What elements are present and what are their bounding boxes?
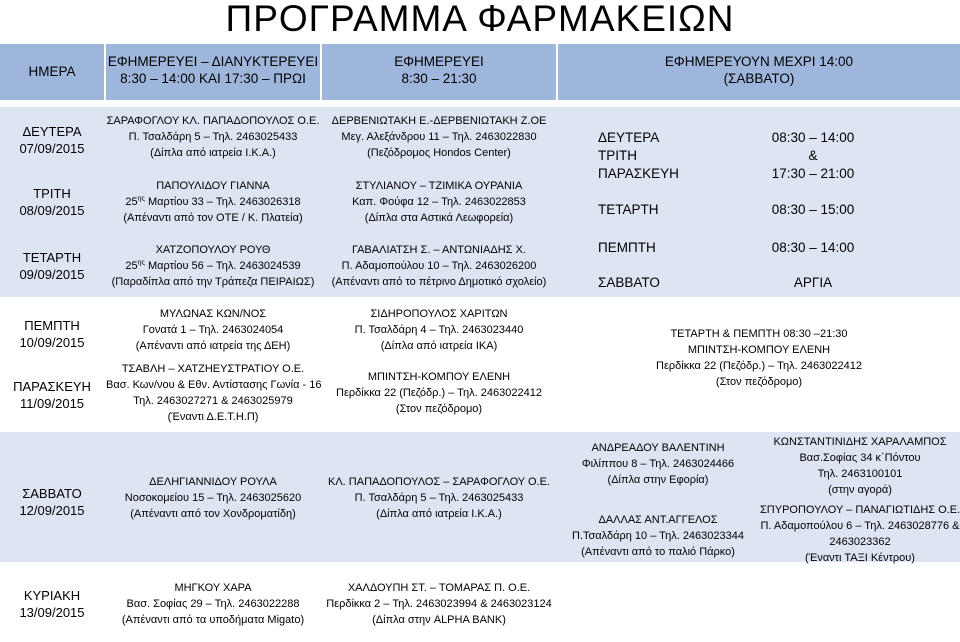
thu-fri-extra: ΤΕΤΑΡΤΗ & ΠΕΜΠΤΗ 08:30 –21:30 ΜΠΙΝΤΣΗ-ΚΟΜΠΟΥ ΕΛΕΝΗ Περδίκκα 22 (Πεζόδρ.) – Τηλ. 2463022412 (Στον πεζόδρομο): [656, 328, 862, 388]
night-sat: ΔΕΛΗΓΙΑΝΝΙΔΟΥ ΡΟΥΛΑ Νοσοκομείου 15 – Τηλ. 2463025620 (Απέναντι από τον Χονδροματίδη): [124, 476, 302, 520]
night-fri: ΤΣΑΒΛΗ – ΧΑΤΖΗΕΥΣΤΡΑΤΙΟΥ Ο.Ε. Βασ. Κων/νου & Εθν. Αντίστασης Γωνία - 16 Τηλ. 2463027271 & 2463025979 (Έναντι Δ.Ε.Τ.Η.Π): [106, 363, 322, 423]
saturday-pharmacy-a: ΑΝΔΡΕΑΔΟΥ ΒΑΛΕΝΤΙΝΗ Φιλίππου 8 – Τηλ. 2463024466 (Δίπλα στην Εφορία): [581, 442, 735, 486]
schedule-sat-label: ΣΑΒΒΑΤΟ: [598, 275, 660, 290]
header-day: ΗΜΕΡΑ: [28, 64, 76, 79]
night-tue: ΠΑΠΟΥΛΙΔΟΥ ΓΙΑΝΝΑ $25^{\eta\varsigma}$ Μαρτίου 33 – Τηλ. 2463026318 (Απέναντι από τον ΟΤΕ / Κ. Πλατεία): [123, 180, 303, 224]
page-title: ΠΡΟΓΡΑΜΜΑ ΦΑΡΜΑΚΕΙΩΝ: [225, 0, 735, 39]
day-sat: ΣΑΒΒΑΤΟ 12/09/2015: [19, 486, 85, 518]
saturday-pharmacy-b: ΔΑΛΛΑΣ ΑΝΤ.ΑΓΓΕΛΟΣ Π.Τσαλδάρη 10 – Τηλ. 2463023344 (Απέναντι από το παλιό Πάρκο): [572, 514, 744, 558]
schedule-time-wed: 08:30 – 15:00: [771, 202, 855, 217]
dayduty-sat: ΚΛ. ΠΑΠΑΔΟΠΟΥΛΟΣ – ΣΑΡΑΦΟΓΛΟΥ Ο.Ε. Π. Τσαλδάρη 5 – Τηλ. 2463025433 (Δίπλα από ιατρεία Ι.Κ.Α.): [328, 476, 550, 520]
night-sun: ΜΗΓΚΟΥ ΧΑΡΑ Βασ. Σοφίας 29 – Τηλ. 2463022288 (Απέναντι από τα υποδήματα Migato): [121, 582, 305, 626]
schedule-wed-label: ΤΕΤΑΡΤΗ: [598, 202, 659, 217]
header-night-line2: 8:30 – 14:00 ΚΑΙ 17:30 – ΠΡΩΙ: [120, 71, 306, 86]
header-dayduty-line2: 8:30 – 21:30: [401, 71, 477, 86]
schedule-time-a: 08:30 – 14:00: [771, 130, 855, 145]
dayduty-mon: ΔΕΡΒΕΝΙΩΤΑΚΗ Ε.-ΔΕΡΒΕΝΙΩΤΑΚΗ Ζ.ΟΕ Μεγ. Αλεξάνδρου 11 – Τηλ. 2463022830 (Πεζόδρομος Hondos Center): [331, 115, 547, 159]
day-mon: ΔΕΥΤΕΡΑ 07/09/2015: [19, 124, 85, 156]
night-thu: ΜΥΛΩΝΑΣ ΚΩΝ/ΝΟΣ Γονατά 1 – Τηλ. 2463024054 (Απέναντι από ιατρεία της ΔΕΗ): [135, 308, 291, 352]
header-dayduty-line1: ΕΦΗΜΕΡΕΥΕΙ: [394, 54, 484, 69]
day-sun: ΚΥΡΙΑΚΗ 13/09/2015: [19, 588, 85, 620]
saturday-pharmacy-d: ΣΠΥΡΟΠΟΥΛΟΥ – ΠΑΝΑΓΙΩΤΙΔΗΣ Ο.Ε. Π. Αδαμοπούλου 6 – Τηλ. 2463028776 & 2463023362 (Έναντι ΤΑΞΙ Κέντρου): [760, 504, 960, 564]
night-wed: ΧΑΤΖΟΠΟΥΛΟΥ ΡΟΥΘ $25^{\eta\varsigma}$ Μαρτίου 56 – Τηλ. 2463024539 (Παραδίπλα από την Τράπεζα ΠΕΙΡΑΙΩΣ): [111, 244, 315, 288]
schedule-mon-label: ΔΕΥΤΕΡΑ: [598, 130, 660, 145]
saturday-pharmacy-c: ΚΩΝΣΤΑΝΤΙΝΙΔΗΣ ΧΑΡΑΛΑΜΠΟΣ Βασ.Σοφίας 34 κ΄Πόντου Τηλ. 2463100101 (στην αγορά): [773, 436, 947, 496]
header-night-line1: ΕΦΗΜΕΡΕΥΕΙ – ΔΙΑΝΥΚΤΕΡΕΥΕΙ: [107, 54, 319, 69]
dayduty-thu: ΣΙΔΗΡΟΠΟΥΛΟΣ ΧΑΡΙΤΩΝ Π. Τσαλδάρη 4 – Τηλ. 2463023440 (Δίπλα από ιατρεία ΙΚΑ): [354, 308, 524, 352]
day-wed: ΤΕΤΑΡΤΗ 09/09/2015: [19, 250, 85, 282]
day-tue: ΤΡΙΤΗ 08/09/2015: [19, 186, 85, 218]
schedule-time-thu: 08:30 – 14:00: [771, 240, 855, 255]
schedule-closed: ΑΡΓΙΑ: [793, 275, 833, 290]
dayduty-fri: ΜΠΙΝΤΣΗ-ΚΟΜΠΟΥ ΕΛΕΝΗ Περδίκκα 22 (Πεζόδρ.) – Τηλ. 2463022412 (Στον πεζόδρομο): [336, 371, 542, 415]
day-fri: ΠΑΡΑΣΚΕΥΗ 11/09/2015: [13, 379, 91, 411]
schedule-thu-label: ΠΕΜΠΤΗ: [598, 240, 656, 255]
schedule-amp: &: [808, 148, 818, 163]
dayduty-sun: ΧΑΛΔΟΥΠΗ ΣΤ. – ΤΟΜΑΡΑΣ Π. Ο.Ε. Περδίκκα 2 – Τηλ. 2463023994 & 2463023124 (Δίπλα στην ALPHA BANK): [326, 582, 552, 626]
dayduty-wed: ΓΑΒΑΛΙΑΤΣΗ Σ. – ΑΝΤΩΝΙΑΔΗΣ Χ. Π. Αδαμοπούλου 10 – Τηλ. 2463026200 (Απέναντι από το πέτρινο Δημοτικό σχολείο): [331, 244, 547, 288]
dayduty-tue: ΣΤΥΛΙΑΝΟΥ – ΤΖΙΜΙΚΑ ΟΥΡΑΝΙΑ Καπ. Φούφα 12 – Τηλ. 2463022853 (Δίπλα στα Αστικά Λεωφορεία): [352, 180, 526, 224]
night-mon: ΣΑΡΑΦΟΓΛΟΥ ΚΛ. ΠΑΠΑΔΟΠΟΥΛΟΣ Ο.Ε. Π. Τσαλδάρη 5 – Τηλ. 2463025433 (Δίπλα από ιατρεία Ι.Κ.Α.): [106, 115, 320, 159]
header-saturday-line2: (ΣΑΒΒΑΤΟ): [723, 71, 795, 86]
schedule-tue-label: ΤΡΙΤΗ: [598, 148, 637, 163]
schedule-fri-label: ΠΑΡΑΣΚΕΥΗ: [598, 166, 679, 181]
schedule-time-b: 17:30 – 21:00: [771, 166, 855, 181]
day-thu: ΠΕΜΠΤΗ 10/09/2015: [19, 318, 85, 350]
header-saturday-line1: ΕΦΗΜΕΡΕΥΟΥΝ ΜΕΧΡΙ 14:00: [664, 54, 854, 69]
